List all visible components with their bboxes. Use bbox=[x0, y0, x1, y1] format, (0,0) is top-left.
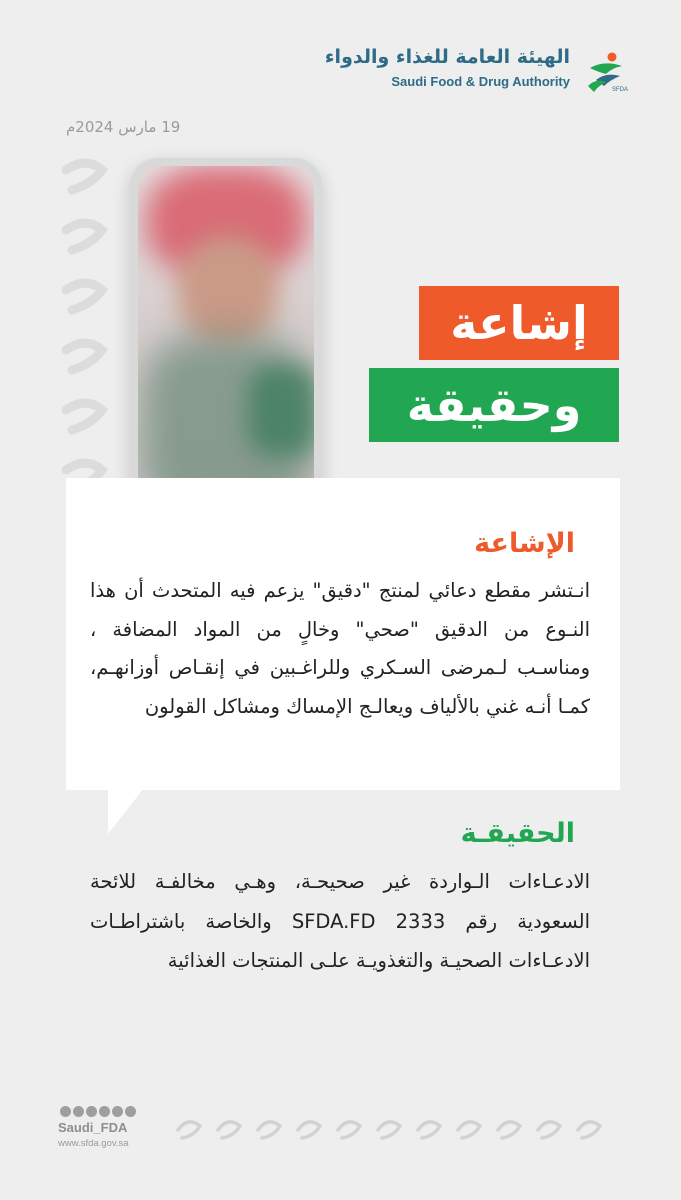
card-speech-tail bbox=[108, 788, 144, 834]
social-icons bbox=[60, 1106, 150, 1120]
rumor-text: انـتشر مقطع دعائي لمنتج "دقيق" يزعم فيه المتحدث أن هذا النـوع من الدقيق "صحي" وخالٍ من المواد المضافة ، ومناسـب لـمرضى السـكري وللراغـبين في إنقـاص أوزانهـم، كمـا أنـه غني بالألياف ويعالـج الإمساك ومشاكل القولون bbox=[90, 579, 590, 718]
instagram-icon[interactable] bbox=[73, 1106, 84, 1117]
decorative-pattern-bottom bbox=[168, 1100, 628, 1150]
phone-mockup bbox=[130, 158, 322, 528]
facebook-icon[interactable] bbox=[112, 1106, 123, 1117]
linkedin-icon[interactable] bbox=[125, 1106, 136, 1117]
rumor-heading: الإشاعة bbox=[474, 528, 575, 559]
sfda-logo bbox=[324, 46, 630, 98]
post-date: 19 مارس 2024م bbox=[66, 118, 181, 136]
fact-text: الادعـاءات الـواردة غير صحيحـة، وهـي مخالفـة للائحة السعودية رقم SFDA.FD 2333 والخاصة باشتراطـات الادعـاءات الصحيـة والتغذويـة علـى المنتجات الغذائية bbox=[90, 870, 590, 972]
fact-heading: الحقيقـة bbox=[460, 818, 575, 849]
social-handle: Saudi_FDA bbox=[58, 1120, 128, 1135]
rumor-title-badge: إشاعة bbox=[419, 286, 619, 360]
sfda-emblem-icon bbox=[582, 50, 630, 94]
logo-tag: SFDA bbox=[612, 87, 629, 93]
snapchat-icon[interactable] bbox=[99, 1106, 110, 1117]
blurred-video-thumbnail bbox=[138, 166, 314, 520]
x-icon[interactable] bbox=[60, 1106, 71, 1117]
org-name-ar: الهيئة العامة للغذاء والدواء bbox=[324, 46, 570, 68]
fact-title-badge: وحقيقة bbox=[369, 368, 619, 442]
website-url[interactable]: www.sfda.gov.sa bbox=[58, 1138, 129, 1149]
youtube-icon[interactable] bbox=[86, 1106, 97, 1117]
org-name-en: Saudi Food & Drug Authority bbox=[391, 74, 570, 89]
